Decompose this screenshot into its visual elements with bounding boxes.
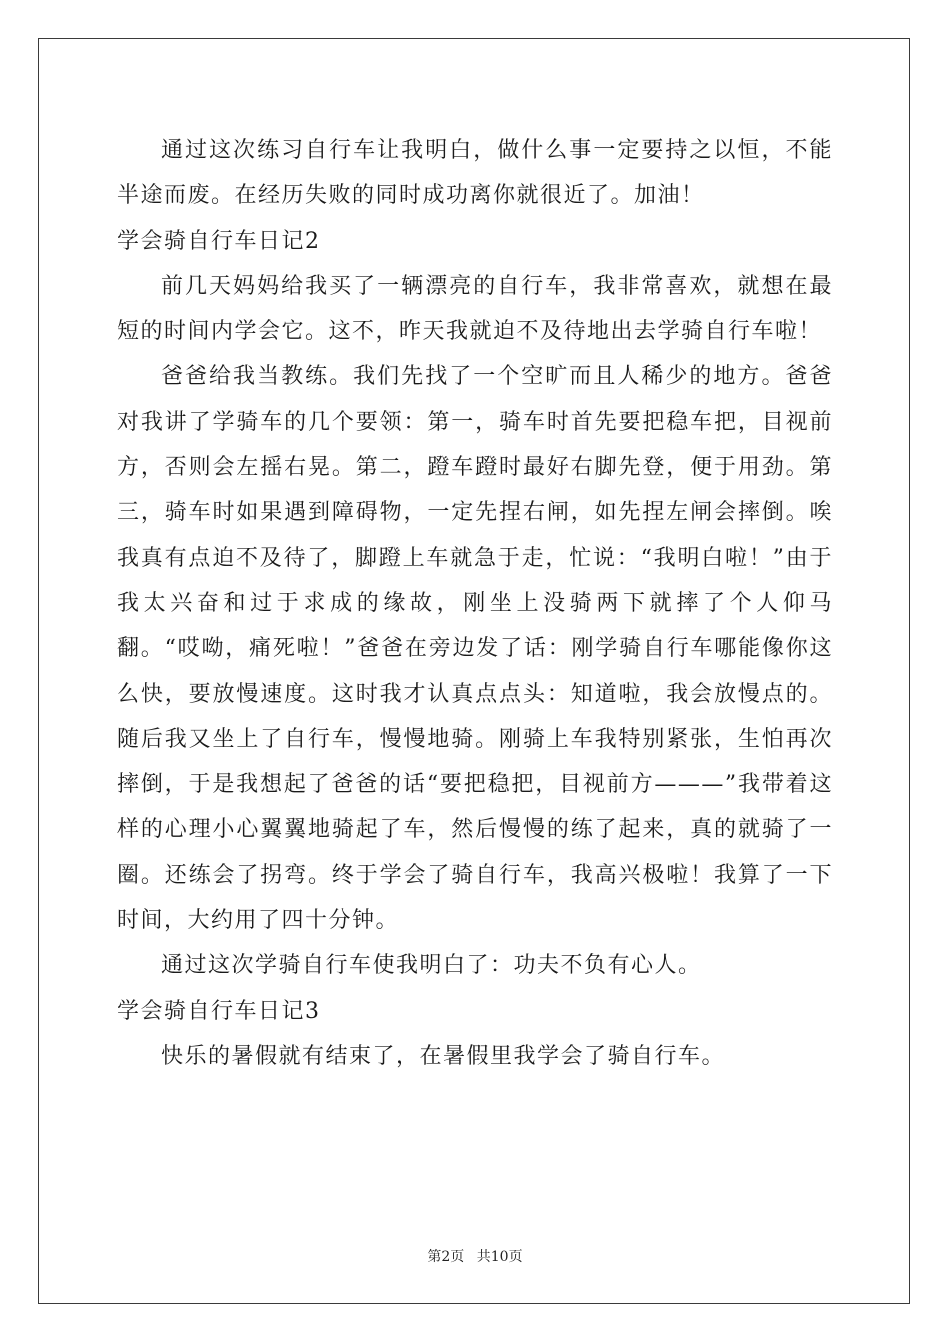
paragraph-4: 通过这次学骑自行车使我明白了：功夫不负有心人。 <box>161 953 702 979</box>
document-body <box>117 128 833 1079</box>
paragraph-2: 前几天妈妈给我买了一辆漂亮的自行车，我非常喜欢，就想在最短的时间内学会它。这不，昨天我就迫不及待地出去学骑自行车啦！ <box>117 273 833 345</box>
page-footer <box>0 1246 950 1266</box>
page-number: 第2页 <box>427 1249 465 1265</box>
page-total: 共10页 <box>476 1249 523 1265</box>
paragraph-3: 爸爸给我当教练。我们先找了一个空旷而且人稀少的地方。爸爸对我讲了学骑车的几个要领：第一，骑车时首先要把稳车把，目视前方，否则会左摇右晃。第二，蹬车蹬时最好右脚先登，便于用劲。第三，骑车时如果遇到障碍物，一定先捏右闸，如先捏左闸会摔倒。唉我真有点迫不及待了，脚蹬上车就急于走，忙说：“我明白啦！”由于我太兴奋和过于求成的缘故，刚坐上没骑两下就摔了个人仰马翻。“哎呦，痛死啦！”爸爸在旁边发了话：刚学骑自行车哪能像你这么快，要放慢速度。这时我才认真点点头：知道啦，我会放慢点的。随后我又坐上了自行车，慢慢地骑。刚骑上车我特别紧张，生怕再次摔倒，于是我想起了爸爸的话“要把稳把，目视前方———”我带着这样的心理小心翼翼地骑起了车，然后慢慢的练了起来，真的就骑了一圈。还练会了拐弯。终于学会了骑自行车，我高兴极啦！我算了一下时间，大约用了四十分钟。 <box>117 364 833 934</box>
paragraph-1: 通过这次练习自行车让我明白，做什么事一定要持之以恒，不能半途而废。在经历失败的同时成功离你就很近了。加油！ <box>117 138 833 209</box>
section-heading-2: 学会骑自行车日记2 <box>117 228 321 254</box>
section-heading-3: 学会骑自行车日记3 <box>117 998 321 1024</box>
paragraph-5: 快乐的暑假就有结束了，在暑假里我学会了骑自行车。 <box>161 1043 726 1069</box>
